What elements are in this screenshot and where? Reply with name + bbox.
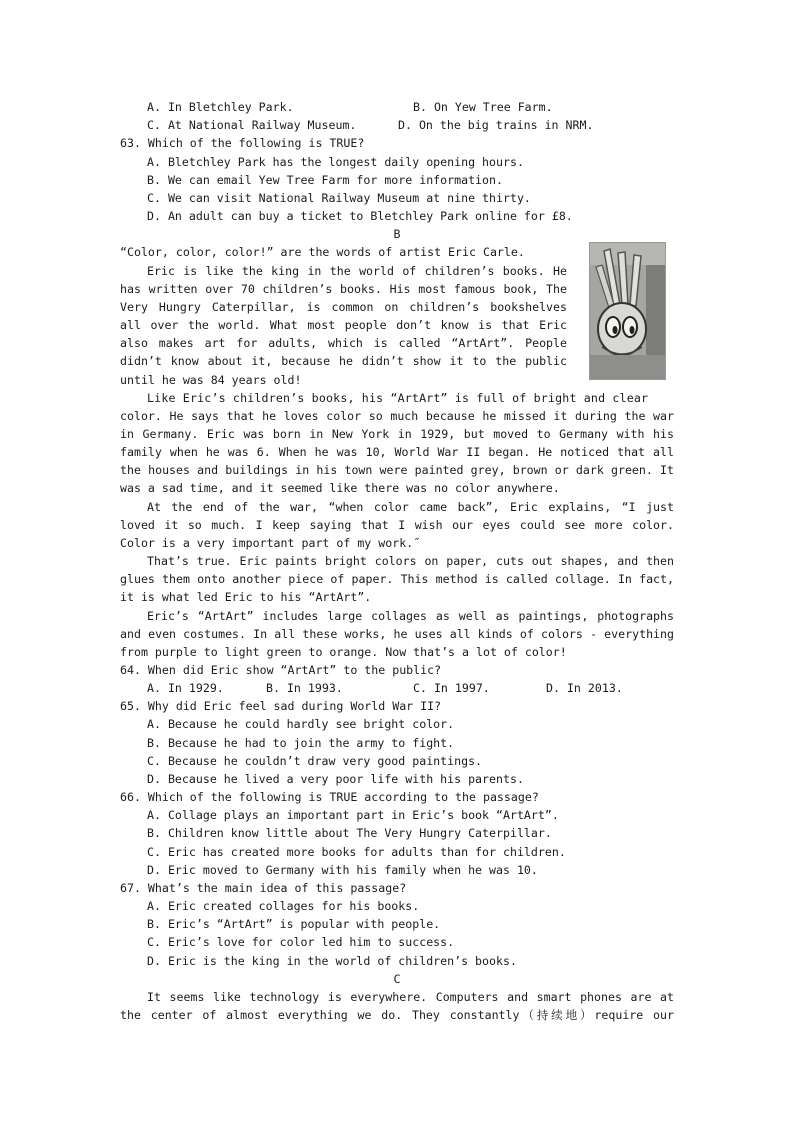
- q67-option-b: B. Eric’s “ArtArt” is popular with people.: [147, 917, 441, 931]
- q66-stem: 66. Which of the following is TRUE according to the passage?: [120, 790, 539, 804]
- passage-b-p5-line: That’s true. Eric paints bright colors on paper, cuts out shapes, and then: [147, 554, 674, 568]
- q62-option-c: C. At National Railway Museum.: [147, 118, 357, 132]
- q66-option-c: C. Eric has created more books for adults than for children.: [147, 845, 566, 859]
- section-c-heading: C: [393, 972, 401, 986]
- passage-b-p6-line: Eric’s “ArtArt” includes large collages as well as paintings, photographs: [147, 609, 674, 623]
- q64-option-a: A. In 1929.: [147, 681, 224, 695]
- q64-option-b: B. In 1993.: [266, 681, 343, 695]
- passage-b-p4-line: At the end of the war, “when color came back”, Eric explains, “I just: [147, 500, 674, 514]
- passage-b-p2-line: Eric is like the king in the world of children’s books. He: [147, 264, 567, 278]
- q66-option-a: A. Collage plays an important part in Eric’s book “ArtArt”.: [147, 808, 559, 822]
- passage-b-p6-line: and even costumes. In all these works, he uses all kinds of colors - everything: [120, 627, 674, 641]
- q67-option-a: A. Eric created collages for his books.: [147, 899, 420, 913]
- passage-b-p4-line: loved it so much. I keep saying that I wish our eyes could see more color.: [120, 518, 674, 532]
- q66-option-b: B. Children know little about The Very Hungry Caterpillar.: [147, 826, 552, 840]
- q67-option-d: D. Eric is the king in the world of children’s books.: [147, 954, 517, 968]
- q63-option-b: B. We can email Yew Tree Farm for more information.: [147, 173, 503, 187]
- q63-option-a: A. Bletchley Park has the longest daily opening hours.: [147, 155, 524, 169]
- passage-b-p1: “Color, color, color!” are the words of artist Eric Carle.: [120, 245, 525, 259]
- passage-b-p6-line: from purple to light green to orange. Now that’s a lot of color!: [120, 645, 567, 659]
- passage-b-p3-line: color. He says that he loves color so much because he missed it during the war: [120, 409, 674, 423]
- passage-b-p2-line: Very Hungry Caterpillar, is common on children’s bookshelves: [120, 300, 567, 314]
- passage-b-p2-line: also makes art for adults, which is called “ArtArt”. People: [120, 336, 567, 350]
- section-b-heading: B: [393, 227, 401, 241]
- q67-stem: 67. What’s the main idea of this passage?: [120, 881, 407, 895]
- q65-option-b: B. Because he had to join the army to fight.: [147, 736, 455, 750]
- passage-b-p2-line: has written over 70 children’s books. His most famous book, The: [120, 282, 567, 296]
- passage-b-p3-line: family when he was 6. When he was 10, World War II began. He noticed that all: [120, 445, 674, 459]
- q64-option-c: C. In 1997.: [413, 681, 490, 695]
- q67-option-c: C. Eric’s love for color led him to success.: [147, 935, 455, 949]
- passage-b-p3-line: Like Eric’s children’s books, his “ArtArt” is full of bright and clear: [147, 391, 649, 405]
- q65-option-d: D. Because he lived a very poor life with his parents.: [147, 772, 524, 786]
- passage-c-line: It seems like technology is everywhere. Computers and smart phones are at: [147, 990, 674, 1004]
- q62-option-b: B. On Yew Tree Farm.: [413, 100, 553, 114]
- q63-stem: 63. Which of the following is TRUE?: [120, 136, 365, 150]
- passage-b-p5-line: glues them onto another piece of paper. This method is called collage. In fact,: [120, 572, 674, 586]
- q65-option-c: C. Because he couldn’t draw very good paintings.: [147, 754, 483, 768]
- q66-option-d: D. Eric moved to Germany with his family when he was 10.: [147, 863, 538, 877]
- passage-b-p3-line: was a sad time, and it seemed like there was no color anywhere.: [120, 481, 560, 495]
- q65-stem: 65. Why did Eric feel sad during World War II?: [120, 699, 442, 713]
- passage-b-p3-line: in Germany. Eric was born in New York in 1929, but moved to Germany with his: [120, 427, 674, 441]
- caterpillar-artwork-image: [589, 242, 666, 380]
- q63-option-d: D. An adult can buy a ticket to Bletchley Park online for £8.: [147, 209, 573, 223]
- passage-b-p3-line: the houses and buildings in his town were painted grey, brown or dark green. It: [120, 463, 674, 477]
- passage-b-p2-line: until he was 84 years old!: [120, 373, 302, 387]
- passage-b-p2-line: all over the world. What most people don’t know is that Eric: [120, 318, 567, 332]
- passage-b-p2-line: didn’t know about it, because he didn’t show it to the public: [120, 354, 567, 368]
- passage-b-p5-line: it is what led Eric to his “ArtArt”.: [120, 590, 372, 604]
- passage-c-line: the center of almost everything we do. They constantly（持续地）require our: [120, 1008, 674, 1022]
- q62-option-d: D. On the big trains in NRM.: [398, 118, 594, 132]
- q65-option-a: A. Because he could hardly see bright color.: [147, 717, 455, 731]
- q64-option-d: D. In 2013.: [546, 681, 623, 695]
- passage-b-p4-line: Color is a very important part of my work.˝: [120, 536, 421, 550]
- q62-option-a: A. In Bletchley Park.: [147, 100, 294, 114]
- q63-option-c: C. We can visit National Railway Museum at nine thirty.: [147, 191, 531, 205]
- q64-stem: 64. When did Eric show “ArtArt” to the public?: [120, 663, 442, 677]
